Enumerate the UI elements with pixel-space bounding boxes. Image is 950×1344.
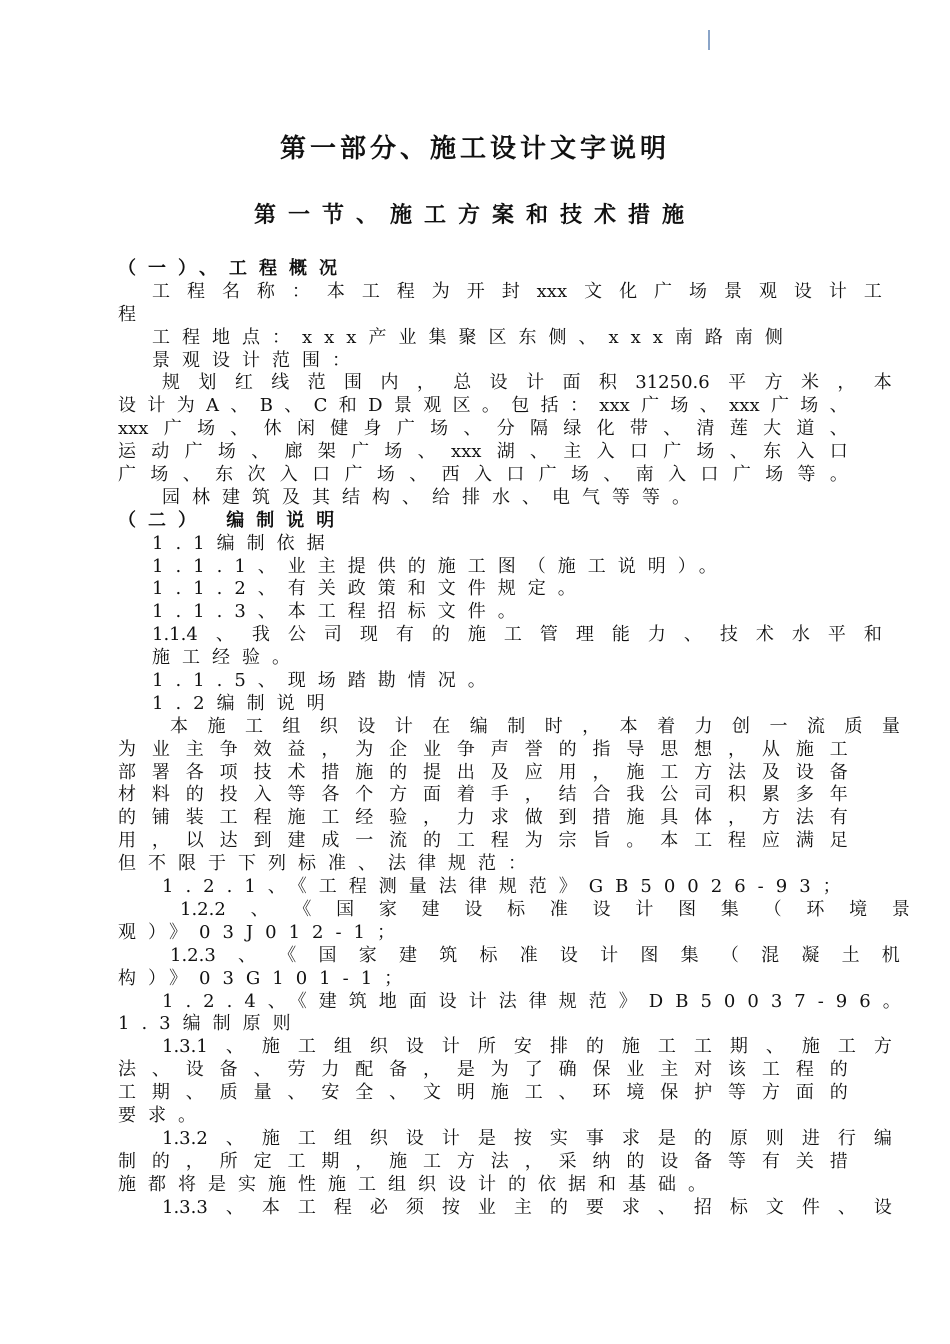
text-cursor-mark (708, 30, 710, 50)
text-line: 设 计 为 A 、 B 、 C 和 D 景 观 区 。 包 括 ： xxx 广 场 、 xxx 广 场 、 (118, 395, 848, 417)
text-line: 1.2.4、《建筑地面设计法律规范》DB50037-96。 (162, 990, 913, 1012)
text-line: 工程地点：xxx产业集聚区东侧、xxx南路南侧 (152, 326, 795, 348)
text-line: 用 ， 以 达 到 建 成 一 流 的 工 程 为 宗 旨 。 本 工 程 应 满 足 (118, 830, 848, 852)
subheading: 1.1编制依据 (152, 532, 337, 554)
subheading: 1.2编制说明 (152, 692, 337, 714)
document-title: 第一部分、施工设计文字说明 (279, 134, 670, 164)
text-line: 1.2.2 、 《 国 家 建 设 标 准 设 计 图 集 （ 环 境 景 (180, 898, 910, 920)
text-line: 但不限于下列标准、法律规范： (118, 853, 538, 875)
heading-overview: （一）、工程概况 (118, 258, 349, 279)
text-line: 1.1.2、有关政策和文件规定。 (152, 578, 588, 600)
text-line: 构）》03G101-1； (118, 967, 415, 989)
text-line: 制 的 ， 所 定 工 期 ， 施 工 方 法 ， 采 纳 的 设 备 等 有 关 措 (118, 1150, 848, 1172)
subheading: 1.3编制原则 (118, 1013, 303, 1035)
text-line: xxx 广 场 、 休 闲 健 身 广 场 、 分 隔 绿 化 带 、 清 莲 大 道 、 (118, 418, 848, 440)
text-line: 1.1.5、现场踏勘情况。 (152, 670, 498, 692)
text-line: 本 施 工 组 织 设 计 在 编 制 时 ， 本 着 力 创 一 流 质 量 (170, 715, 900, 737)
document-body (118, 258, 913, 1219)
text-line: 1.1.4 、 我 公 司 现 有 的 施 工 管 理 能 力 、 技 术 水 平 和 (152, 624, 882, 646)
heading-compilation: （二） 编制说明 (118, 509, 347, 531)
text-line: 规 划 红 线 范 围 内 ， 总 设 计 面 积 31250.6 平 方 米 ， 本 (162, 372, 892, 394)
text-line: 1.3.3 、 本 工 程 必 须 按 业 主 的 要 求 、 招 标 文 件 、 设 (162, 1196, 892, 1218)
text-line: 1.3.2 、 施 工 组 织 设 计 是 按 实 事 求 是 的 原 则 进 行 编 (162, 1127, 892, 1149)
text-line: 材 料 的 投 入 等 各 个 方 面 着 手 ， 结 合 我 公 司 积 累 多 年 (118, 784, 848, 806)
text-line: 工 程 名 称 ： 本 工 程 为 开 封 xxx 文 化 广 场 景 观 设 计 工 (152, 280, 882, 302)
text-line: 工 期 、 质 量 、 安 全 、 文 明 施 工 、 环 境 保 护 等 方 面 的 (118, 1082, 848, 1104)
text-line: 法 、 设 备 、 劳 力 配 备 ， 是 为 了 确 保 业 主 对 该 工 程 的 (118, 1059, 848, 1081)
text-line: 1.1.3、本工程招标文件。 (152, 601, 528, 623)
text-line: 广 场 、 东 次 入 口 广 场 、 西 入 口 广 场 、 南 入 口 广 场 等 。 (118, 464, 848, 486)
text-line: 为 业 主 争 效 益 ， 为 企 业 争 声 誉 的 指 导 思 想 ， 从 施 工 (118, 738, 848, 760)
text-line: 施都将是实施性施工组织设计的依据和基础。 (118, 1173, 718, 1195)
text-line: 1.2.1、《工程测量法律规范》GB50026-93； (162, 876, 853, 898)
section-title: 第一节、施工方案和技术措施 (253, 202, 696, 228)
text-line: 园林建筑及其结构、给排水、电气等等。 (162, 486, 702, 508)
text-line: 1.2.3 、 《 国 家 建 筑 标 准 设 计 图 集 （ 混 凝 土 机 (170, 944, 900, 966)
text-line: 的 铺 装 工 程 施 工 经 验 ， 力 求 做 到 措 施 具 体 ， 方 法 有 (118, 807, 848, 829)
text-line: 施工经验。 (152, 647, 302, 669)
text-line: 景观设计范围： (152, 349, 362, 371)
text-line: 部 署 各 项 技 术 措 施 的 提 出 及 应 用 ， 施 工 方 法 及 设 备 (118, 761, 848, 783)
text-line: 要求。 (118, 1104, 208, 1126)
text-line: 运 动 广 场 、 廊 架 广 场 、 xxx 湖 、 主 入 口 广 场 、 东 入 口 (118, 441, 848, 463)
text-line: 1.3.1 、 施 工 组 织 设 计 所 安 排 的 施 工 工 期 、 施 工 方 (162, 1036, 892, 1058)
text-line: 程 (118, 303, 136, 325)
text-line: 1.1.1、业主提供的施工图（施工说明）。 (152, 555, 729, 577)
text-line: 观）》03J012-1； (118, 921, 408, 943)
